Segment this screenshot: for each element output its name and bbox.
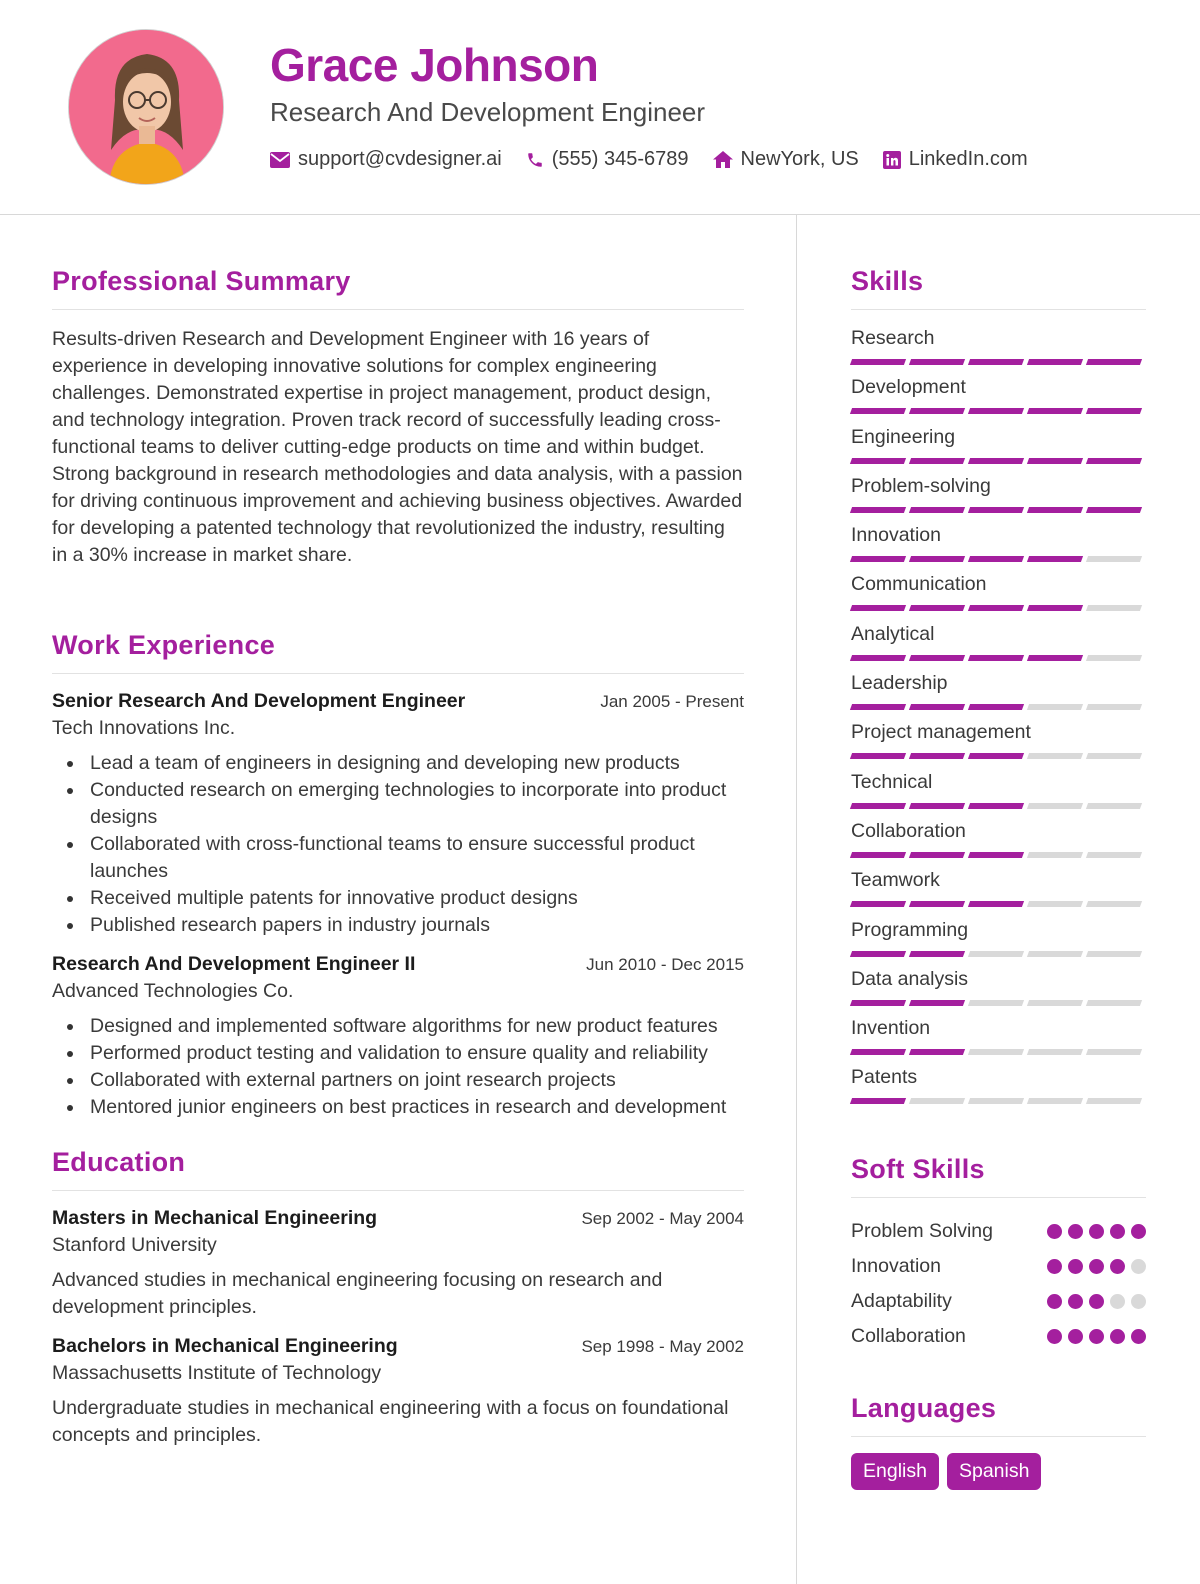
skill-name: Innovation — [851, 524, 941, 547]
rating-dot-filled — [1089, 1329, 1104, 1344]
skills-list — [851, 326, 1146, 1115]
skill-name: Analytical — [851, 622, 935, 645]
rating-segment-filled — [968, 605, 1024, 611]
rating-segment-empty — [1027, 704, 1083, 710]
rating-segment-filled — [1027, 605, 1083, 611]
rating-segment-filled — [850, 1098, 906, 1104]
rating-segment-empty — [909, 1098, 965, 1104]
education-description: Advanced studies in mechanical engineering focusing on research and development principles. — [52, 1269, 663, 1318]
skill-item — [851, 375, 1146, 424]
rating-segment-empty — [1086, 852, 1142, 858]
rating-segment-filled — [909, 803, 965, 809]
degree-title: Bachelors in Mechanical Engineering — [52, 1335, 398, 1357]
rating-dot-filled — [1047, 1329, 1062, 1344]
school-name: Stanford University — [52, 1234, 217, 1256]
rating-segment-filled — [909, 1049, 965, 1055]
rating-segment-filled — [968, 803, 1024, 809]
job-company: Tech Innovations Inc. — [52, 717, 236, 739]
soft-skill-name: Problem Solving — [851, 1219, 993, 1242]
experience-heading: Work Experience — [52, 630, 744, 674]
rating-segment-filled — [850, 901, 906, 907]
skill-rating — [851, 507, 1146, 513]
rating-segment-filled — [968, 655, 1024, 661]
contact-phone[interactable] — [526, 148, 689, 171]
contact-email-text: support@cvdesigner.ai — [298, 148, 502, 170]
column-divider — [796, 215, 797, 1584]
skill-item — [851, 523, 1146, 572]
rating-segment-filled — [909, 951, 965, 957]
job-bullet: Mentored junior engineers on best practices in research and development — [52, 1094, 744, 1121]
skill-name: Invention — [851, 1017, 931, 1040]
skill-rating — [851, 704, 1146, 710]
skills-section — [851, 266, 1146, 1115]
education-entry — [52, 1335, 744, 1449]
rating-segment-filled — [1027, 458, 1083, 464]
rating-segment-filled — [909, 605, 965, 611]
skill-item — [851, 770, 1146, 819]
person-portrait-icon — [69, 30, 224, 185]
rating-segment-empty — [1086, 901, 1142, 907]
rating-dot-filled — [1068, 1329, 1083, 1344]
job-bullet: Lead a team of engineers in designing and developing new products — [52, 750, 744, 777]
skill-item — [851, 572, 1146, 621]
job-bullet: Designed and implemented software algorithms for new product features — [52, 1013, 744, 1040]
soft-skills-section — [851, 1154, 1146, 1354]
rating-segment-filled — [968, 753, 1024, 759]
job-bullets — [52, 1013, 744, 1121]
rating-segment-empty — [1027, 901, 1083, 907]
skills-heading: Skills — [851, 266, 1146, 310]
rating-segment-filled — [850, 458, 906, 464]
rating-segment-filled — [909, 556, 965, 562]
job-bullet: Collaborated with cross-functional teams to ensure successful product launches — [52, 831, 744, 885]
skill-name: Project management — [851, 721, 1031, 744]
skill-item — [851, 326, 1146, 375]
soft-skill-name: Innovation — [851, 1254, 941, 1277]
rating-segment-empty — [968, 1049, 1024, 1055]
skill-rating — [851, 556, 1146, 562]
soft-skill-rating — [1041, 1224, 1146, 1239]
rating-segment-filled — [968, 556, 1024, 562]
experience-section — [52, 630, 744, 1121]
rating-segment-empty — [1086, 1098, 1142, 1104]
rating-segment-filled — [909, 753, 965, 759]
resume-header — [0, 0, 1200, 215]
linkedin-icon — [883, 151, 901, 169]
skill-item — [851, 1016, 1146, 1065]
skill-name: Data analysis — [851, 967, 969, 990]
skill-name: Leadership — [851, 672, 948, 695]
rating-dot-filled — [1110, 1329, 1125, 1344]
school-name: Massachusetts Institute of Technology — [52, 1362, 382, 1384]
rating-segment-filled — [968, 704, 1024, 710]
rating-segment-filled — [850, 408, 906, 414]
summary-text: Results-driven Research and Development Engineer with 16 years of experience in developing innovative solutions for complex engineering challenges. Demonstrated expertise in project management, product design, and technology integration. Proven track record of successfully leading cross-functional teams to deliver cutting-edge products on time and within budget. Strong background in research methodologies and data analysis, with a passion for driving continuous improvement and achieving business objectives. Awarded for developing a patented technology that revolutionized the industry, resulting in a 30% increase in market share. — [52, 328, 743, 566]
rating-segment-filled — [909, 359, 965, 365]
rating-dot-empty — [1110, 1294, 1125, 1309]
rating-segment-empty — [1027, 753, 1083, 759]
rating-segment-filled — [909, 458, 965, 464]
job-bullet: Published research papers in industry journals — [52, 912, 744, 939]
skill-rating — [851, 753, 1146, 759]
languages-list — [851, 1453, 1146, 1490]
skill-name: Patents — [851, 1066, 918, 1089]
rating-segment-empty — [1086, 655, 1142, 661]
main-column — [52, 266, 744, 1449]
rating-segment-filled — [850, 359, 906, 365]
degree-date: Sep 2002 - May 2004 — [581, 1209, 744, 1228]
contact-bar — [270, 148, 1052, 171]
skill-rating — [851, 901, 1146, 907]
rating-segment-empty — [1086, 704, 1142, 710]
soft-skill-item — [851, 1214, 1146, 1249]
skill-name: Programming — [851, 918, 969, 941]
skill-item — [851, 425, 1146, 474]
rating-dot-filled — [1131, 1224, 1146, 1239]
skill-rating — [851, 1000, 1146, 1006]
summary-section — [52, 266, 744, 569]
rating-segment-filled — [1086, 458, 1142, 464]
rating-segment-empty — [968, 951, 1024, 957]
degree-title: Masters in Mechanical Engineering — [52, 1207, 378, 1229]
rating-dot-filled — [1068, 1224, 1083, 1239]
rating-segment-filled — [1086, 359, 1142, 365]
skill-rating — [851, 605, 1146, 611]
job-bullets — [52, 750, 744, 939]
education-section — [52, 1147, 744, 1449]
rating-segment-empty — [1086, 803, 1142, 809]
skill-name: Communication — [851, 573, 987, 596]
rating-segment-filled — [968, 901, 1024, 907]
rating-segment-filled — [968, 507, 1024, 513]
rating-dot-filled — [1047, 1259, 1062, 1274]
languages-section — [851, 1393, 1146, 1490]
profile-photo — [68, 29, 224, 185]
contact-linkedin-text: LinkedIn.com — [908, 148, 1028, 170]
rating-segment-empty — [1027, 803, 1083, 809]
rating-dot-filled — [1089, 1259, 1104, 1274]
rating-dot-filled — [1068, 1259, 1083, 1274]
rating-segment-filled — [850, 556, 906, 562]
candidate-role: Research And Development Engineer — [270, 97, 706, 127]
soft-skill-item — [851, 1284, 1146, 1319]
rating-segment-filled — [850, 1000, 906, 1006]
rating-segment-filled — [909, 852, 965, 858]
skill-item — [851, 868, 1146, 917]
rating-segment-filled — [968, 458, 1024, 464]
rating-segment-filled — [850, 753, 906, 759]
rating-dot-filled — [1089, 1224, 1104, 1239]
language-tag: English — [851, 1453, 939, 1490]
skill-item — [851, 474, 1146, 523]
skill-rating — [851, 359, 1146, 365]
rating-segment-filled — [1027, 655, 1083, 661]
soft-skill-item — [851, 1319, 1146, 1354]
skill-name: Teamwork — [851, 869, 940, 892]
soft-skill-rating — [1041, 1329, 1146, 1344]
education-entry — [52, 1207, 744, 1321]
skill-name: Research — [851, 327, 935, 349]
contact-location — [713, 148, 859, 171]
rating-dot-empty — [1131, 1259, 1146, 1274]
job-bullet: Collaborated with external partners on joint research projects — [52, 1067, 744, 1094]
rating-segment-filled — [1027, 556, 1083, 562]
rating-segment-empty — [1086, 1000, 1142, 1006]
skill-rating — [851, 1049, 1146, 1055]
contact-linkedin[interactable] — [883, 148, 1028, 171]
rating-segment-filled — [1086, 507, 1142, 513]
job-title: Senior Research And Development Engineer — [52, 690, 466, 712]
job-entry — [52, 953, 744, 1121]
skill-name: Development — [851, 376, 966, 399]
skill-name: Engineering — [851, 425, 956, 448]
rating-segment-filled — [1027, 408, 1083, 414]
rating-segment-filled — [968, 359, 1024, 365]
skill-item — [851, 671, 1146, 720]
job-bullet: Conducted research on emerging technologies to incorporate into product designs — [52, 777, 744, 831]
languages-heading: Languages — [851, 1393, 1146, 1437]
rating-segment-filled — [850, 655, 906, 661]
rating-segment-filled — [1086, 408, 1142, 414]
job-bullet: Performed product testing and validation to ensure quality and reliability — [52, 1040, 744, 1067]
soft-skill-item — [851, 1249, 1146, 1284]
rating-dot-filled — [1047, 1224, 1062, 1239]
soft-skill-rating — [1041, 1294, 1146, 1309]
skill-item — [851, 720, 1146, 769]
rating-dot-filled — [1110, 1259, 1125, 1274]
skill-item — [851, 622, 1146, 671]
skill-rating — [851, 458, 1146, 464]
education-heading: Education — [52, 1147, 744, 1191]
rating-segment-filled — [850, 605, 906, 611]
contact-email[interactable] — [270, 148, 502, 171]
rating-segment-filled — [909, 507, 965, 513]
rating-dot-filled — [1089, 1294, 1104, 1309]
rating-segment-filled — [850, 803, 906, 809]
rating-segment-empty — [1027, 852, 1083, 858]
envelope-icon — [270, 152, 290, 168]
skill-name: Problem-solving — [851, 474, 991, 497]
rating-dot-filled — [1131, 1329, 1146, 1344]
rating-segment-empty — [968, 1000, 1024, 1006]
soft-skills-list — [851, 1214, 1146, 1354]
rating-segment-filled — [909, 408, 965, 414]
soft-skills-heading: Soft Skills — [851, 1154, 1146, 1198]
job-entry — [52, 690, 744, 939]
rating-segment-empty — [968, 1098, 1024, 1104]
soft-skill-name: Adaptability — [851, 1289, 952, 1312]
rating-segment-filled — [850, 951, 906, 957]
rating-segment-empty — [1027, 951, 1083, 957]
rating-segment-empty — [1027, 1049, 1083, 1055]
rating-segment-filled — [850, 507, 906, 513]
home-icon — [713, 151, 733, 168]
rating-dot-empty — [1131, 1294, 1146, 1309]
skill-name: Collaboration — [851, 819, 966, 842]
skill-item — [851, 1065, 1146, 1114]
rating-segment-filled — [968, 852, 1024, 858]
rating-segment-filled — [909, 1000, 965, 1006]
skill-item — [851, 967, 1146, 1016]
job-company: Advanced Technologies Co. — [52, 980, 294, 1002]
language-tag: Spanish — [947, 1453, 1041, 1490]
job-date: Jun 2010 - Dec 2015 — [586, 955, 744, 974]
rating-segment-filled — [909, 901, 965, 907]
rating-segment-filled — [909, 704, 965, 710]
skill-name: Technical — [851, 770, 933, 793]
skill-item — [851, 918, 1146, 967]
rating-segment-filled — [1027, 507, 1083, 513]
rating-segment-filled — [968, 408, 1024, 414]
rating-segment-filled — [850, 852, 906, 858]
rating-dot-filled — [1068, 1294, 1083, 1309]
rating-segment-filled — [850, 704, 906, 710]
skill-rating — [851, 951, 1146, 957]
soft-skill-rating — [1041, 1259, 1146, 1274]
job-bullet: Received multiple patents for innovative product designs — [52, 885, 744, 912]
rating-segment-filled — [909, 655, 965, 661]
candidate-name: Grace Johnson — [270, 39, 599, 91]
phone-icon — [526, 151, 544, 169]
rating-dot-filled — [1110, 1224, 1125, 1239]
job-title: Research And Development Engineer II — [52, 953, 416, 975]
sidebar-column — [851, 266, 1146, 1490]
rating-segment-filled — [1027, 359, 1083, 365]
skill-rating — [851, 655, 1146, 661]
skill-rating — [851, 852, 1146, 858]
rating-segment-empty — [1086, 1049, 1142, 1055]
soft-skill-name: Collaboration — [851, 1324, 966, 1347]
skill-rating — [851, 1098, 1146, 1104]
rating-segment-empty — [1086, 605, 1142, 611]
job-date: Jan 2005 - Present — [600, 692, 744, 711]
summary-heading: Professional Summary — [52, 266, 744, 310]
skill-rating — [851, 803, 1146, 809]
rating-segment-empty — [1027, 1098, 1083, 1104]
rating-segment-empty — [1086, 753, 1142, 759]
skill-rating — [851, 408, 1146, 414]
rating-segment-filled — [850, 1049, 906, 1055]
education-description: Undergraduate studies in mechanical engineering with a focus on foundational concepts and principles. — [52, 1397, 729, 1446]
rating-segment-empty — [1086, 951, 1142, 957]
rating-segment-empty — [1027, 1000, 1083, 1006]
skill-item — [851, 819, 1146, 868]
rating-dot-filled — [1047, 1294, 1062, 1309]
degree-date: Sep 1998 - May 2002 — [581, 1337, 744, 1356]
contact-location-text: NewYork, US — [740, 148, 859, 170]
rating-segment-empty — [1086, 556, 1142, 562]
contact-phone-text: (555) 345-6789 — [551, 148, 689, 170]
